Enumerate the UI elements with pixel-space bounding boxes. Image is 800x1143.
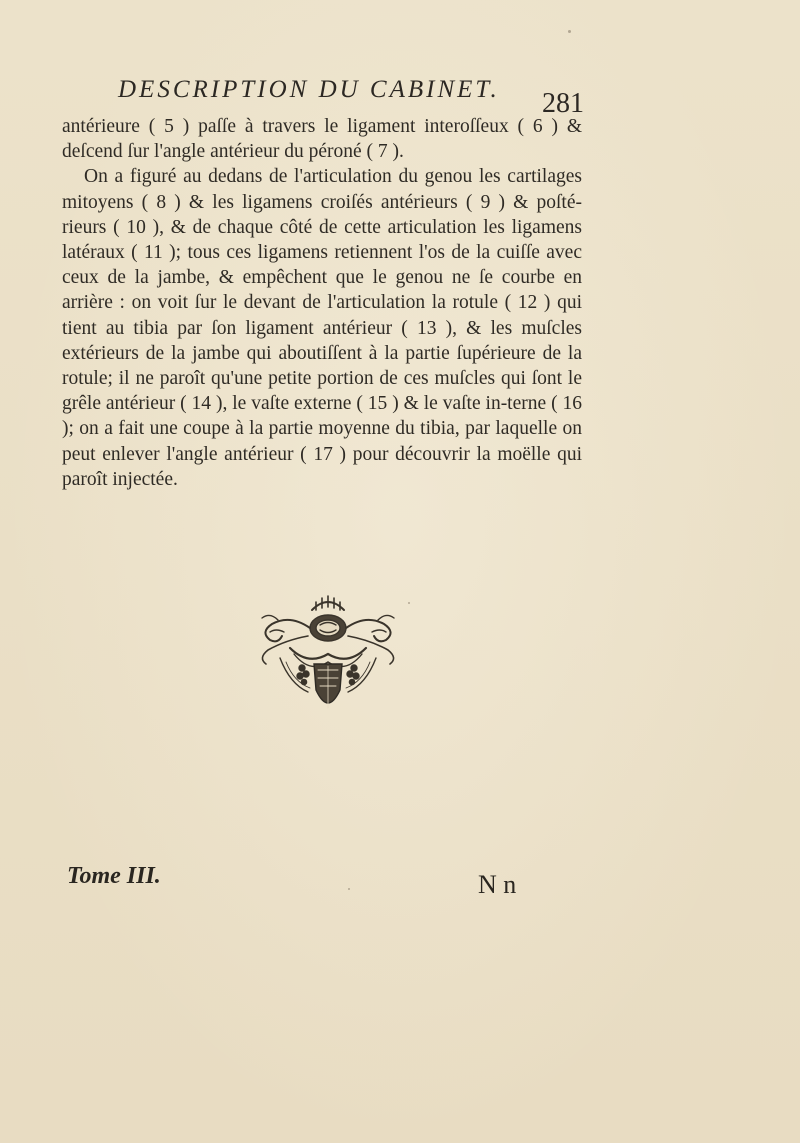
ornamental-vignette-icon [250,592,406,724]
paper-speck [568,30,571,33]
running-head-title: DESCRIPTION DU CABINET. [118,76,500,103]
page-number: 281 [542,88,584,119]
signature-mark: N n [478,870,517,899]
paragraph-knee-articulation: On a figuré au dedans de l'articulation du genou les cartilages mitoyens ( 8 ) & les ligamens croiſés antérieurs ( 9 ) & poſté-rieurs ( 10 ), & de chaque côté de cette articulation les ligamens latéraux ( 11 ); tous ces ligamens retiennent l'os de la cuiſſe avec ceux de la jambe, & empêchent que le genou ne ſe courbe en arrière : on voit ſur le devant de l'articulation la rotule ( 12 ) qui tient au tibia par ſon ligament antérieur ( 13 ), & les muſcles extérieurs de la jambe qui aboutiſſent à la partie ſupérieure de la rotule; il ne paroît qu'une petite portion de ces muſcles qui ſont le grêle antérieur ( 14 ), le vaſte externe ( 15 ) & le vaſte in-terne ( 16 ); on a fait une coupe à la partie moyenne du tibia, par laquelle on peut enlever l'angle antérieur ( 17 ) pour découvrir la moëlle qui paroît injectée. [62,166,582,490]
paper-speck [408,602,410,604]
paper-speck [348,888,350,890]
volume-label: Tome III. [67,863,161,889]
body-text [62,114,582,492]
paragraph-continuation: antérieure ( 5 ) paſſe à travers le ligament interoſſeux ( 6 ) & deſcend ſur l'angle antérieur du péroné ( 7 ). [62,116,582,163]
